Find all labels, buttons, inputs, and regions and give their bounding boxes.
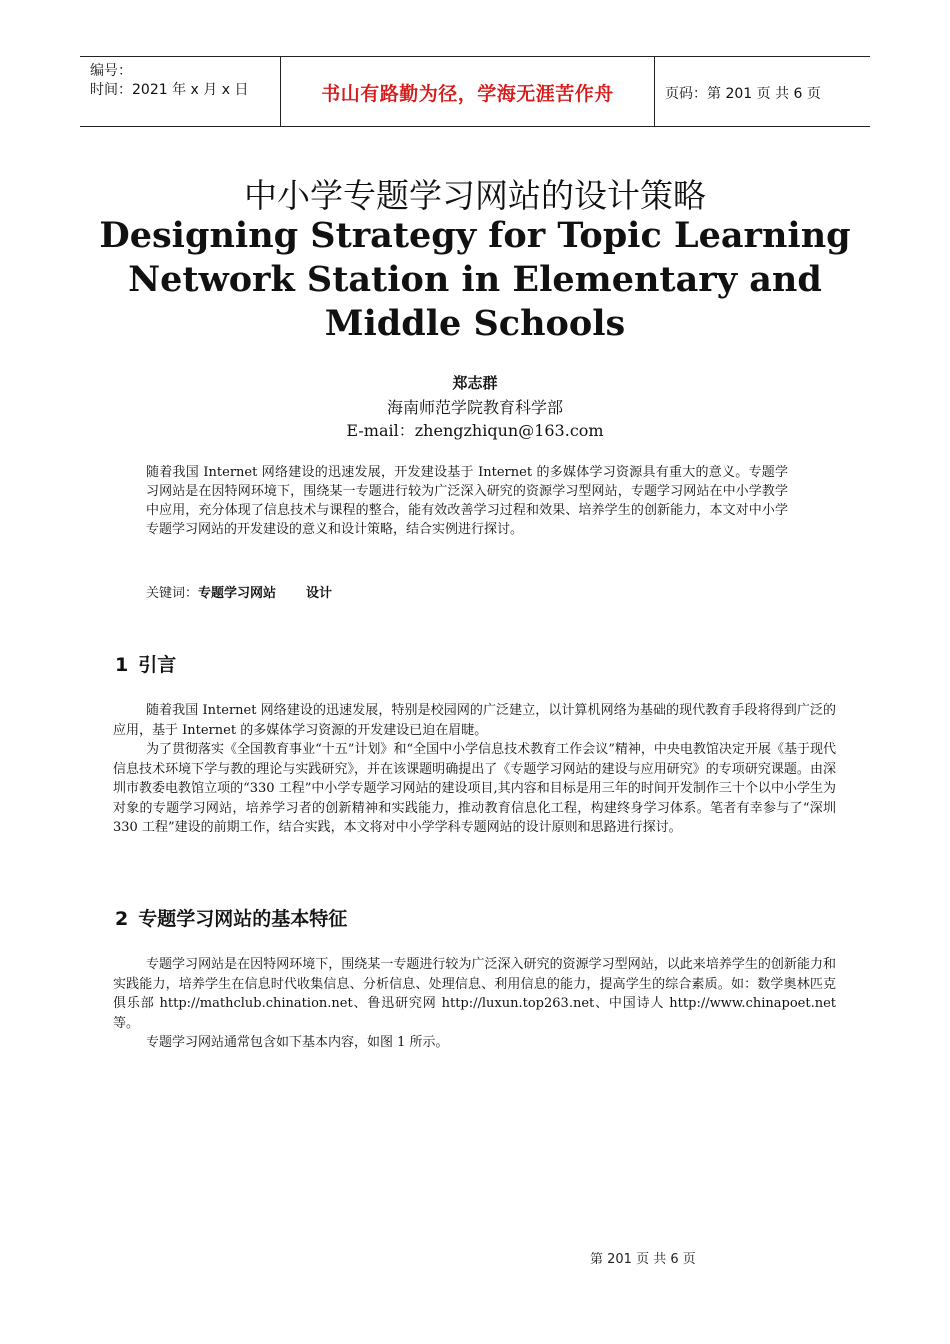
section-number: 2 <box>115 908 129 930</box>
section-title: 专题学习网站的基本特征 <box>138 908 348 930</box>
motto: 书山有路勤为径，学海无涯苦作舟 <box>321 83 614 105</box>
header-page-cell <box>655 57 870 126</box>
header-motto-cell <box>281 57 655 126</box>
keyword-item: 设计 <box>306 586 333 601</box>
abstract: 随着我国 Internet 网络建设的迅速发展，开发建设基于 Internet 的多媒体学习资源具有重大的意义。专题学习网站是在因特网环境下，围绕某一专题进行较为广泛深入研究的资源学习型网站，专题学习网站在中小学教学中应用，充分体现了信息技术与课程的整合，能有效改善学习过程和效果、培养学生的创新能力，本文对中小学专题学习网站的开发建设的意义和设计策略，结合实例进行探讨。 <box>146 465 788 537</box>
section-heading <box>115 904 347 931</box>
paragraph: 为了贯彻落实《全国教育事业“十五”计划》和“全国中小学信息技术教育工作会议”精神，中央电教馆决定开展《基于现代信息技术环境下学与教的理论与实践研究》，并在该课题明确提出了《专题学习网站的建设与应用研究》的专项研究课题。由深圳市教委电教馆立项的“330 工程”中小学专题学习网站的建设项目,其内容和目标是用三年的时间开发制作三十个以中小学生为对象的专题学习网站，培养学习者的创新精神和实践能力，推动教育信息化工程，构建终身学习体系。笔者有幸参与了“深圳 330 工程”建设的前期工作，结合实践，本文将对中小学学科专题网站的设计原则和思路进行探讨。 <box>113 742 836 835</box>
page-footer: 第 201 页 共 6 页 <box>590 1252 696 1267</box>
section-body <box>113 701 836 838</box>
paragraph: 专题学习网站通常包含如下基本内容，如图 1 所示。 <box>146 1035 449 1050</box>
section-body <box>113 955 836 1053</box>
page-label: 页码：第 201 页 共 6 页 <box>665 86 821 102</box>
paragraph: 专题学习网站是在因特网环境下，围绕某一专题进行较为广泛深入研究的资源学习型网站，以此来培养学生的创新能力和实践能力，培养学生在信息时代收集信息、分析信息、处理信息、利用信息的能力，提高学生的综合素质。如：数学奥林匹克俱乐部 http://mathclub.chination.net、鲁迅研究网 http://luxun.top263.net、中国诗人 http://www.chinapoet.net 等。 <box>113 957 836 1031</box>
keywords <box>146 582 332 601</box>
keywords-label: 关键词： <box>146 586 199 601</box>
paragraph: 随着我国 Internet 网络建设的迅速发展，特别是校园网的广泛建立，以计算机网络为基础的现代教育手段将得到广泛的应用，基于 Internet 的多媒体学习资源的开发建设已迫在眉睫。 <box>113 703 836 738</box>
time-label: 时间：2021 年 x 月 x 日 <box>90 82 249 98</box>
keyword-item: 专题学习网站 <box>198 586 277 601</box>
title-english: Designing Strategy for Topic Learning Network Station in Elementary and Middle Schools <box>99 215 851 344</box>
author-email: E-mail：zhengzhiqun@163.com <box>346 421 604 440</box>
number-label: 编号： <box>90 63 132 79</box>
author-name: 郑志群 <box>452 374 498 392</box>
header-meta-cell <box>80 57 281 126</box>
section-title: 引言 <box>138 654 177 676</box>
author-affiliation: 海南师范学院教育科学部 <box>386 398 563 417</box>
section-heading <box>115 650 176 677</box>
header-table <box>80 56 870 127</box>
section-number: 1 <box>115 654 129 676</box>
title-chinese: 中小学专题学习网站的设计策略 <box>244 176 706 215</box>
